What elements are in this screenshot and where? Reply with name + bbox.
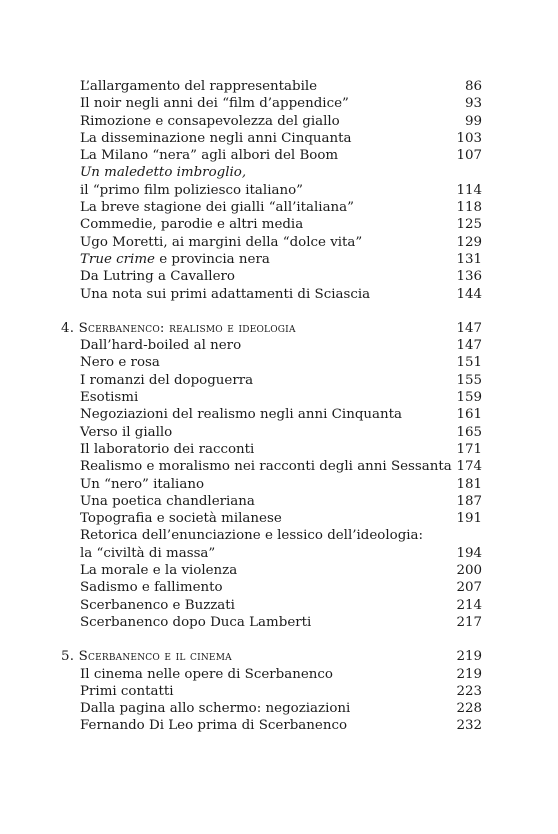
entry-title: Un “nero” italiano [80,476,205,492]
entry-page: 114 [456,182,482,198]
toc-entry [61,717,482,734]
entry-title: Il cinema nelle opere di Scerbanenco [80,666,333,682]
entry-title: I romanzi del dopoguerra [80,372,254,388]
entry-title: Rimozione e consapevolezza del giallo [80,113,340,129]
entry-title-continued: il “primo film poliziesco italiano” [80,182,303,198]
toc-entry-line2 [61,545,482,562]
toc-entry [61,597,482,614]
toc-entry [61,441,482,458]
toc-entry [61,337,482,354]
toc-entry [61,372,482,389]
entry-title: Il noir negli anni dei “film d’appendice” [80,96,349,112]
toc-entry [61,562,482,579]
entry-page: 159 [456,390,482,406]
entry-page: 144 [456,286,482,302]
entry-title: Retorica dell’enunciazione e lessico dell’ideologia: [80,528,424,544]
entry-title: Topografia e società milanese [80,511,282,527]
entry-title: Fernando Di Leo prima di Scerbanenco [80,718,348,734]
entry-title: Esotismi [80,390,139,406]
toc-entry [61,476,482,493]
chapter-heading [61,648,482,665]
toc-entry [61,286,482,303]
toc-entry [61,614,482,631]
entry-page: 214 [456,597,482,613]
entry-page: 161 [456,407,482,423]
toc-entry [61,493,482,510]
chapter-page: 147 [456,320,482,336]
entry-page: 103 [456,130,482,146]
entry-page: 131 [456,251,482,267]
entry-title: Scerbanenco e Buzzati [80,597,235,613]
toc-entry [61,424,482,441]
section-gap [61,303,482,320]
entry-title-italic: True crime [80,251,155,267]
chapter-heading [61,320,482,337]
entry-page: 191 [456,511,482,527]
toc-entry [61,234,482,251]
entry-page: 93 [464,96,482,112]
entry-page: 155 [456,372,482,388]
entry-title [80,251,270,268]
toc-entry-line1 [61,527,482,544]
entry-title: Scerbanenco dopo Duca Lamberti [80,614,312,630]
entry-title: Da Lutring a Cavallero [80,269,235,285]
entry-page: 86 [464,79,482,94]
entry-title: La disseminazione negli anni Cinquanta [80,130,352,146]
entry-title-rest: e provincia nera [154,251,270,267]
toc-entry [61,406,482,423]
toc-entry [61,216,482,233]
entry-page: 200 [456,563,482,579]
toc-entry [61,78,482,95]
entry-title: Verso il giallo [80,424,173,440]
toc-entry [61,579,482,596]
entry-page: 181 [456,476,482,492]
toc-entry [61,389,482,406]
toc-entry [61,666,482,683]
table-of-contents [61,78,482,735]
entry-title: La morale e la violenza [80,563,238,579]
entry-title: Realismo e moralismo nei racconti degli anni Sessanta [80,459,452,475]
entry-title-italic: Un maledetto imbroglio, [80,165,247,181]
entry-page: 174 [456,459,482,475]
entry-title: La Milano “nera” agli albori del Boom [80,148,339,164]
entry-title: Il laboratorio dei racconti [80,441,255,457]
section-gap [61,631,482,648]
entry-title: La breve stagione dei gialli “all’italiana” [80,200,355,216]
entry-page: 228 [456,701,482,717]
entry-page: 151 [456,355,482,371]
entry-page: 165 [456,424,482,440]
chapter-title: 4. Scerbanenco: realismo e ideologia [61,320,296,336]
entry-page: 187 [456,493,482,509]
toc-entry [61,510,482,527]
toc-entry [61,268,482,285]
entry-title: Nero e rosa [80,355,160,371]
entry-title: Primi contatti [80,683,174,699]
toc-entry [61,147,482,164]
toc-entry [61,113,482,130]
entry-title: Sadismo e fallimento [80,580,223,596]
toc-entry [61,251,482,268]
entry-title: Una nota sui primi adattamenti di Sciascia [80,286,371,302]
chapter-title: 5. Scerbanenco e il cinema [61,649,232,665]
toc-entry [61,199,482,216]
entry-page: 125 [456,217,482,233]
entry-page: 147 [456,338,482,354]
entry-page: 207 [456,580,482,596]
entry-page: 136 [456,269,482,285]
entry-title: Dalla pagina allo schermo: negoziazioni [80,701,351,717]
entry-title: Ugo Moretti, ai margini della “dolce vita” [80,234,363,250]
toc-entry [61,95,482,112]
toc-entry [61,354,482,371]
entry-page: 118 [456,200,482,216]
entry-page: 217 [456,614,482,630]
entry-title: Una poetica chandleriana [80,493,255,509]
toc-entry [61,700,482,717]
toc-entry [61,683,482,700]
toc-entry-line1 [61,164,482,181]
entry-page: 171 [456,441,482,457]
toc-entry [61,130,482,147]
entry-title-continued: la “civiltà di massa” [80,545,216,561]
entry-page: 129 [456,234,482,250]
entry-page: 194 [456,545,482,561]
chapter-page: 219 [456,649,482,665]
toc-entry [61,458,482,475]
entry-title: L’allargamento del rappresentabile [80,79,318,94]
entry-title: Commedie, parodie e altri media [80,217,304,233]
entry-page: 107 [456,148,482,164]
toc-entry-line2 [61,182,482,199]
entry-page: 223 [456,683,482,699]
entry-title: Negoziazioni del realismo negli anni Cinquanta [80,407,402,423]
entry-page: 99 [464,113,482,129]
entry-page: 219 [456,666,482,682]
entry-title: Dall’hard-boiled al nero [80,338,242,354]
entry-page: 232 [456,718,482,734]
